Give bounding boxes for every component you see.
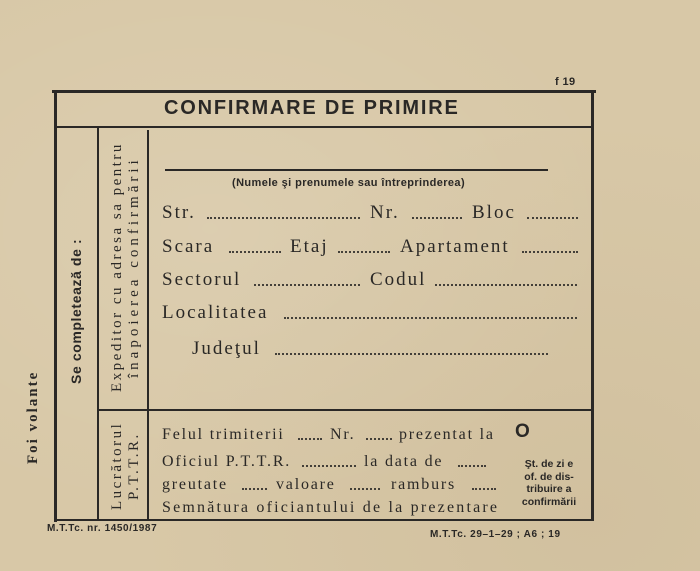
number-label: Nr. bbox=[370, 202, 400, 223]
column-divider-1 bbox=[97, 126, 99, 520]
section-divider bbox=[97, 409, 592, 411]
county-fill-line bbox=[275, 353, 548, 355]
item-type-fill-line bbox=[298, 438, 322, 440]
corner-code: f 19 bbox=[555, 76, 576, 88]
value-label: valoare bbox=[276, 476, 336, 493]
value-fill-line bbox=[350, 488, 380, 490]
floor-fill-line bbox=[338, 251, 390, 253]
weight-fill-line bbox=[242, 488, 267, 490]
stamp-note bbox=[508, 458, 590, 508]
filled-by-label: Se completează de : bbox=[68, 238, 84, 384]
stamp-note-line: Şt. de zi e bbox=[524, 458, 574, 470]
sector-label: Sectorul bbox=[162, 269, 242, 290]
apartment-fill-line bbox=[522, 251, 578, 253]
signature-label: Semnătura oficiantului de la prezentare bbox=[162, 499, 500, 516]
postal-code-fill-line bbox=[435, 284, 577, 286]
postal-code-label: Codul bbox=[370, 269, 427, 290]
date-label: la data de bbox=[364, 453, 444, 470]
stamp-note-line: confirmării bbox=[521, 495, 577, 508]
frame-bottom-border bbox=[54, 519, 594, 521]
weight-label: greutate bbox=[162, 476, 228, 493]
staircase-fill-line bbox=[229, 251, 281, 253]
stamp-note-line: tribuire a bbox=[526, 483, 572, 495]
frame-left-border bbox=[54, 90, 57, 522]
sender-section-label-line-1: Expeditor cu adresa sa pentru bbox=[109, 142, 125, 392]
form-title: CONFIRMARE DE PRIMIRE bbox=[164, 97, 460, 119]
sender-section-label-line-2: înapoierea confirmării bbox=[126, 156, 142, 378]
name-fill-line bbox=[165, 169, 548, 171]
presented-at-label: prezentat la bbox=[399, 426, 495, 443]
title-underline bbox=[56, 126, 592, 128]
footer-left-code: M.T.Tc. nr. 1450/1987 bbox=[47, 523, 158, 534]
worker-section-label-line-1: Lucrătorul bbox=[109, 421, 125, 511]
locality-fill-line bbox=[284, 317, 577, 319]
staircase-label: Scara bbox=[162, 236, 215, 257]
date-fill-line bbox=[458, 465, 486, 467]
apartment-label: Apartament bbox=[400, 236, 510, 257]
county-label: Judeţul bbox=[192, 338, 261, 359]
sector-fill-line bbox=[254, 284, 360, 286]
item-number-fill-line bbox=[366, 438, 392, 440]
frame-right-border bbox=[591, 90, 594, 520]
street-label: Str. bbox=[162, 202, 196, 223]
number-fill-line bbox=[412, 217, 462, 219]
office-fill-line bbox=[302, 465, 356, 467]
floor-label: Etaj bbox=[290, 236, 329, 257]
name-caption: (Numele şi prenumele sau întreprinderea) bbox=[232, 177, 466, 189]
office-label: Oficiul P.T.T.R. bbox=[162, 453, 292, 470]
block-label: Bloc bbox=[472, 202, 516, 223]
frame-top-border bbox=[52, 90, 596, 93]
item-type-label: Felul trimiterii bbox=[162, 426, 285, 443]
stamp-mark: O bbox=[515, 421, 530, 442]
column-divider-2 bbox=[147, 130, 149, 520]
stamp-note-line: of. de dis- bbox=[524, 470, 574, 483]
cod-label: ramburs bbox=[391, 476, 457, 493]
locality-label: Localitatea bbox=[162, 302, 269, 323]
worker-section-label-line-2: P.T.T.R. bbox=[126, 432, 142, 500]
item-number-label: Nr. bbox=[330, 426, 356, 443]
side-label: Foi volante bbox=[25, 370, 41, 464]
block-fill-line bbox=[527, 217, 578, 219]
footer-right-code: M.T.Tc. 29–1–29 ; A6 ; 19 bbox=[430, 529, 561, 540]
cod-fill-line bbox=[472, 488, 496, 490]
street-fill-line bbox=[207, 217, 360, 219]
